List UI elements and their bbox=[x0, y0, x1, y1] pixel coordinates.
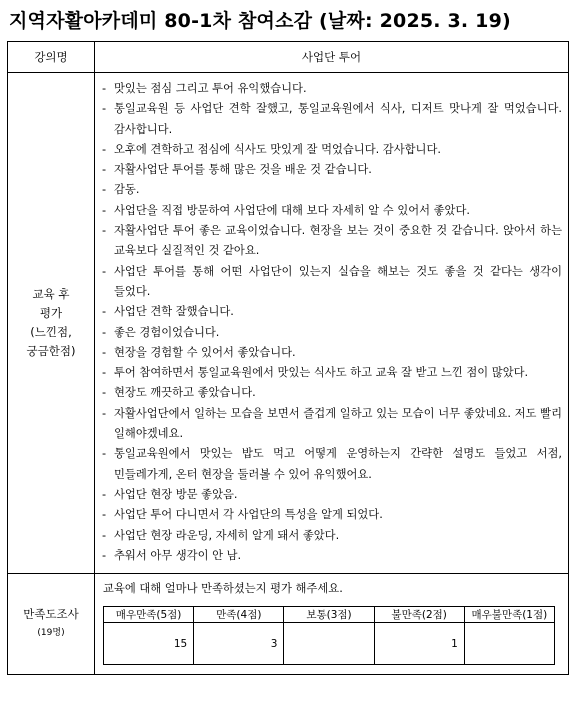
score-header: 보통(3점) bbox=[284, 607, 374, 623]
feedback-item: - 오후에 견학하고 점심에 식사도 맛있게 잘 먹었습니다. 감사합니다. bbox=[102, 140, 562, 160]
survey-content bbox=[95, 574, 569, 675]
score-table bbox=[103, 606, 555, 665]
score-value: 1 bbox=[374, 623, 464, 665]
evaluation-content bbox=[95, 73, 569, 574]
feedback-item: - 통일교육원에서 맛있는 밥도 먹고 어떻게 운영하는지 간략한 설명도 들었고 서점, 민들레가게, 온터 현장을 둘러볼 수 있어 유익했어요. bbox=[102, 444, 562, 485]
score-value-row bbox=[104, 623, 555, 665]
feedback-item: - 자활사업단 투어 좋은 교육이었습니다. 현장을 보는 것이 중요한 것 같습니다. 앉아서 하는 교육보다 실질적인 것 같아요. bbox=[102, 221, 562, 262]
survey-respondent-count: (19명) bbox=[37, 628, 65, 639]
survey-row bbox=[8, 574, 569, 675]
feedback-list bbox=[102, 79, 562, 566]
score-header-row bbox=[104, 607, 555, 623]
evaluation-label-line: 궁금한점) bbox=[26, 344, 76, 359]
score-value: 3 bbox=[194, 623, 284, 665]
feedback-item: - 사업단을 직접 방문하여 사업단에 대해 보다 자세히 알 수 있어서 좋았다. bbox=[102, 201, 562, 221]
lecture-name-value: 사업단 투어 bbox=[95, 42, 569, 73]
lecture-name-header: 강의명 bbox=[8, 42, 95, 73]
evaluation-label-line: 교육 후 bbox=[32, 287, 70, 302]
score-header: 만족(4점) bbox=[194, 607, 284, 623]
score-value: 15 bbox=[104, 623, 194, 665]
feedback-item: - 현장도 깨끗하고 좋았습니다. bbox=[102, 383, 562, 403]
feedback-item: - 자활사업단 투어를 통해 많은 것을 배운 것 같습니다. bbox=[102, 160, 562, 180]
page-title: 지역자활아카데미 80-1차 참여소감 (날짜: 2025. 3. 19) bbox=[9, 10, 511, 32]
survey-label bbox=[8, 574, 95, 675]
feedback-item: - 사업단 견학 잘했습니다. bbox=[102, 302, 562, 322]
feedback-table bbox=[7, 41, 569, 675]
feedback-item: - 자활사업단에서 일하는 모습을 보면서 즐겁게 일하고 있는 모습이 너무 좋았네요. 저도 빨리 일해야겠네요. bbox=[102, 404, 562, 445]
feedback-item: - 맛있는 점심 그리고 투어 유익했습니다. bbox=[102, 79, 562, 99]
evaluation-row bbox=[8, 73, 569, 574]
evaluation-label-line: 평가 bbox=[39, 306, 63, 321]
feedback-item: - 추워서 아무 생각이 안 남. bbox=[102, 546, 562, 566]
score-header: 매우불만족(1점) bbox=[464, 607, 554, 623]
survey-label-text: 만족도조사 bbox=[23, 607, 79, 622]
feedback-item: - 사업단 투어 다니면서 각 사업단의 특성을 알게 되었다. bbox=[102, 505, 562, 525]
feedback-item: - 사업단 현장 라운딩, 자세히 알게 돼서 좋았다. bbox=[102, 526, 562, 546]
feedback-item: - 통일교육원 등 사업단 견학 잘했고, 통일교육원에서 식사, 디저트 맛나게 잘 먹었습니다. 감사합니다. bbox=[102, 99, 562, 140]
feedback-item: - 감동. bbox=[102, 180, 562, 200]
score-value bbox=[284, 623, 374, 665]
survey-question: 교육에 대해 얼마나 만족하셨는지 평가 해주세요. bbox=[103, 582, 343, 596]
feedback-item: - 현장을 경험할 수 있어서 좋았습니다. bbox=[102, 343, 562, 363]
header-row bbox=[8, 42, 569, 73]
evaluation-label-line: (느낀점, bbox=[30, 325, 72, 340]
score-header: 매우만족(5점) bbox=[104, 607, 194, 623]
score-header: 불만족(2점) bbox=[374, 607, 464, 623]
feedback-item: - 좋은 경험이었습니다. bbox=[102, 323, 562, 343]
feedback-item: - 투어 참여하면서 통일교육원에서 맛있는 식사도 하고 교육 잘 받고 느낀 점이 많았다. bbox=[102, 363, 562, 383]
feedback-item: - 사업단 현장 방문 좋았음. bbox=[102, 485, 562, 505]
feedback-item: - 사업단 투어를 통해 어떤 사업단이 있는지 실습을 해보는 것도 좋을 것 같다는 생각이 들었다. bbox=[102, 262, 562, 303]
evaluation-label bbox=[8, 73, 95, 574]
score-value bbox=[464, 623, 554, 665]
